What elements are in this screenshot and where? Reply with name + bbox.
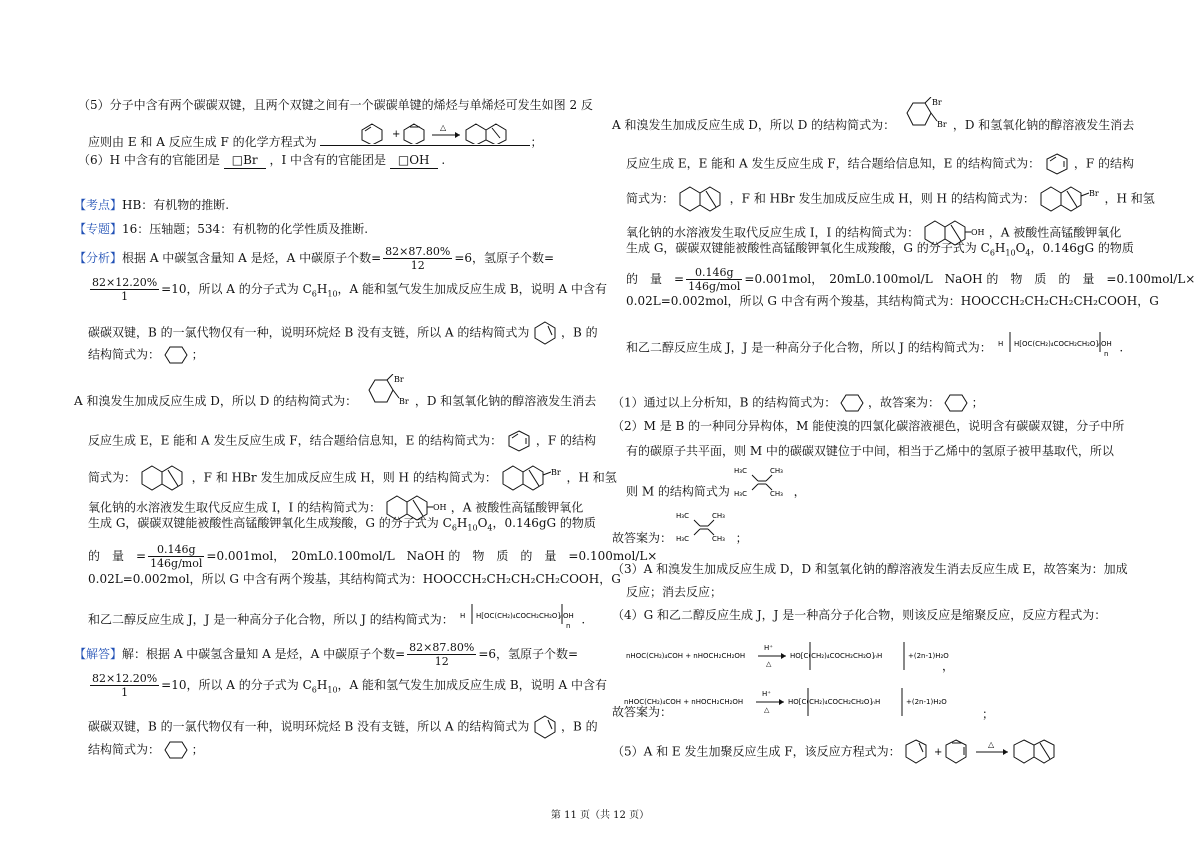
- diels-alder-equation: [904, 737, 1074, 767]
- svg-text:Br: Br: [937, 119, 947, 129]
- r-line-7: 0.02L=0.002mol，所以 G 中含有两个羧基，其结构简式为：HOOCCH₂CH₂CH₂CH₂COOH，G: [626, 294, 1159, 308]
- svg-text:H⁺: H⁺: [762, 690, 771, 698]
- answer-4-semicolon: ；: [982, 707, 995, 721]
- polycondensation-equation: [626, 636, 956, 676]
- svg-text:△: △: [440, 123, 447, 132]
- svg-text:OH: OH: [970, 228, 985, 237]
- answer-3-line-1: （3）A 和溴发生加成反应生成 D，D 和氢氧化钠的醇溶液发生消去反应生成 E，故答案为：加成: [612, 562, 1128, 576]
- svg-text:n: n: [1103, 350, 1108, 358]
- r-line-1: A 和溴发生加成反应生成 D，所以 D 的结构简式为： Br Br ，D 和氢氧化钠的醇溶液发生消去: [612, 97, 1135, 132]
- fenxi-line-3: 碳碳双键，B 的一氯代物仅有一种，说明环烷烃 B 没有支链，所以 A 的结构简式为 ，B 的: [88, 320, 598, 346]
- answer-4-line-1: （4）G 和乙二醇反应生成 J，J 是一种高分子化合物，则该反应是缩聚反应，反应方程式为：: [612, 608, 1107, 622]
- cyclohexadiene-structure: [506, 430, 532, 452]
- svg-text:△: △: [764, 706, 770, 714]
- jieda-line-1: 【解答】解：根据 A 中碳氢含量知 A 是烃，A 中碳原子个数= $\frac{82\times 87.80\%}{12}$ =6，氢原子个数=: [74, 641, 579, 668]
- svg-text:H⁺: H⁺: [764, 644, 773, 652]
- svg-text:+: +: [392, 129, 401, 140]
- svg-text:Br: Br: [932, 97, 942, 107]
- fenxi-line-6: 反应生成 E，E 能和 A 发生反应生成 F，结合题给信息知，E 的结构简式为： ，F 的结构: [88, 430, 596, 452]
- fenxi-line-11: 0.02L=0.002mol，所以 G 中含有两个羧基，其结构简式为：HOOCCH₂CH₂CH₂CH₂COOH，G: [88, 572, 621, 586]
- svg-text:CH₃: CH₃: [769, 467, 783, 475]
- jieda-tag: 【解答】: [74, 647, 123, 661]
- svg-text:+(2n-1)H₂O: +(2n-1)H₂O: [906, 698, 947, 706]
- cyclohexane-structure: [164, 345, 188, 365]
- fenxi-line-9: 生成 G，碳碳双键能被酸性高锰酸钾氧化生成羧酸，G 的分子式为 $C_6H_{10}O_4$，0.146gG 的物质: [88, 516, 596, 533]
- cyclohexene-structure-2: [533, 714, 557, 740]
- fenxi-line-8: 氧化钠的水溶液发生取代反应生成 I，I 的结构简式为： OH ，A 被酸性高锰酸钾氧化: [88, 493, 583, 523]
- bromo-bicyclic-h-structure-r: [1039, 184, 1101, 214]
- fenxi-line-5: A 和溴发生加成反应生成 D，所以 D 的结构简式为： Br Br ，D 和氢氧化钠的醇溶液发生消去: [74, 374, 597, 408]
- svg-text:H: H: [459, 612, 465, 620]
- q6-answer-1: □Br: [224, 152, 266, 169]
- r-line-4: 氧化钠的水溶液发生取代反应生成 I，I 的结构简式为： OH ，A 被酸性高锰酸钾氧化: [626, 218, 1121, 248]
- answer-4-comma: ，: [942, 659, 955, 673]
- r-line-6: 的 量 = $\frac{0.146g}{\text{146g/mol}}$ =0.001mol， 20mL0.100mol/L NaOH 的 物 质 的 量 =0.100mol/L×: [626, 266, 1196, 293]
- fenxi-line-10: 的 量 = $\frac{0.146g}{\text{146g/mol}}$ =0.001mol， 20mL0.100mol/L NaOH 的 物 质 的 量 =0.100mol/L×: [88, 543, 658, 570]
- cyclohexane-answer-a: [840, 393, 864, 413]
- svg-text:H₃C: H₃C: [675, 534, 689, 543]
- fenxi-line-7: 简式为： ，F 和 HBr 发生加成反应生成 H，则 H 的结构简式为： Br ，H 和氢: [88, 463, 617, 493]
- fraction-hydrogen-2: $\frac{82\times 12.20\%}{1}$: [92, 672, 158, 699]
- kaodian-tag: 【考点】: [74, 198, 123, 212]
- svg-text:n: n: [565, 622, 570, 630]
- dibromocyclohexane-structure-r: [899, 97, 949, 133]
- svg-text:HO[C(CH₂)₄COCH₂CH₂O]ₙH: HO[C(CH₂)₄COCH₂CH₂O]ₙH: [788, 698, 881, 706]
- fenxi-line-1: 【分析】根据 A 中碳氢含量知 A 是烃，A 中碳原子个数= $\frac{82\times 87.80\%}{12}$ =6，氢原子个数=: [74, 245, 555, 272]
- svg-text:Br: Br: [1088, 189, 1099, 198]
- r-line-2: 反应生成 E，E 能和 A 发生反应生成 F，结合题给信息知，E 的结构简式为： ，F 的结构: [626, 153, 1134, 175]
- svg-text:OH: OH: [432, 503, 447, 512]
- diene-reaction-diagram: [320, 118, 530, 144]
- svg-text:nHOC(CH₂)₄COH + nHOCH₂CH₂OH: nHOC(CH₂)₄COH + nHOCH₂CH₂OH: [624, 698, 744, 706]
- zhuanti-tag: 【专题】: [74, 222, 123, 236]
- svg-text:△: △: [988, 740, 995, 749]
- cyclohexane-structure-2: [164, 740, 188, 760]
- svg-text:H₃C: H₃C: [733, 467, 747, 475]
- polymer-j-structure-r: [996, 328, 1116, 358]
- answer-2-line-1: （2）M 是 B 的一种同分异构体，M 能使溴的四氯化碳溶液褪色，说明含有碳碳双键，分子中所: [612, 419, 1125, 433]
- polymer-j-structure: [458, 600, 578, 630]
- r-line-3: 简式为： ，F 和 HBr 发生加成反应生成 H，则 H 的结构简式为： Br ，H 和氢: [626, 184, 1155, 214]
- kaodian-line: 【考点】HB：有机物的推断.: [74, 198, 230, 212]
- svg-text:nHOC(CH₂)₄COH + nHOCH₂CH₂OH: nHOC(CH₂)₄COH + nHOCH₂CH₂OH: [626, 652, 746, 660]
- cyclohexane-answer-b: [944, 393, 968, 413]
- fenxi-line-12: 和乙二醇反应生成 J，J 是一种高分子化合物，所以 J 的结构简式为： H H[OC(CH₂)₄COCH₂CH₂O]ₙOH n .: [88, 610, 585, 630]
- answer-2-line-2: 有的碳原子共平面，则 M 中的碳碳双键位于中间，相当于乙烯中的氢原子被甲基取代，所以: [626, 444, 1114, 458]
- answer-4-line-3: 故答案为：: [612, 705, 673, 719]
- answer-4-equation-1: [626, 636, 956, 676]
- svg-text:Br: Br: [394, 374, 404, 384]
- bicyclic-f-structure-r: [678, 185, 726, 213]
- polycondensation-equation-2: [624, 682, 954, 722]
- answer-3-line-2: 反应；消去反应；: [626, 585, 723, 599]
- fraction-moles-r: $\frac{0.146g}{\text{146g/mol}}$: [688, 266, 741, 293]
- q5-answer-blank: [320, 123, 530, 146]
- fraction-hydrogen: $\frac{82\times 12.20\%}{1}$: [92, 276, 158, 303]
- svg-text:H[OC(CH₂)₄COCH₂CH₂O]ₙOH: H[OC(CH₂)₄COCH₂CH₂O]ₙOH: [475, 612, 574, 620]
- page-footer: 第 11 页（共 12 页）: [550, 810, 650, 821]
- svg-text:Br: Br: [550, 468, 561, 477]
- answer-1-line: （1）通过以上分析知，B 的结构简式为： ，故答案为： ；: [612, 393, 984, 413]
- cyclohexadiene-structure-r: [1044, 153, 1070, 175]
- answer-5-line: （5）A 和 E 发生加聚反应生成 F，该反应方程式为： + △: [612, 737, 1074, 767]
- tetramethylethylene-structure-2: [676, 510, 732, 546]
- svg-text:+(2n-1)H₂O: +(2n-1)H₂O: [908, 652, 949, 660]
- svg-text:CH₃: CH₃: [711, 511, 725, 520]
- zhuanti-line: 【专题】16：压轴题；534：有机物的化学性质及推断.: [74, 222, 369, 236]
- dibromocyclohexane-structure: [361, 374, 411, 410]
- svg-text:HO[C(CH₂)₄COCH₂CH₂O]ₙH: HO[C(CH₂)₄COCH₂CH₂O]ₙH: [790, 652, 883, 660]
- svg-text:CH₃: CH₃: [711, 534, 725, 543]
- r-line-8: 和乙二醇反应生成 J，J 是一种高分子化合物，所以 J 的结构简式为： H H[OC(CH₂)₄COCH₂CH₂O]ₙOH n .: [626, 338, 1123, 358]
- svg-text:H₃C: H₃C: [675, 511, 689, 520]
- q6-answer-2: □OH: [390, 152, 438, 169]
- jieda-line-4: 结构简式为： ；: [88, 740, 204, 760]
- fraction-moles: $\frac{0.146g}{\text{146g/mol}}$: [150, 543, 203, 570]
- fraction-carbon-2: $\frac{82\times 87.80\%}{12}$: [409, 641, 475, 668]
- q5-line-1: （5）分子中含有两个碳碳双键，且两个双键之间有一个碳碳单键的烯烃与单烯烃可发生如图 2 反: [78, 98, 593, 112]
- q5-line-2: 应则由 E 和 A 反应生成 F 的化学方程式为 + △ ；: [88, 131, 542, 150]
- cyclohexene-structure: [533, 320, 557, 346]
- answer-2-line-4: 故答案为： H₃C CH₃ H₃C CH₃ ；: [612, 511, 748, 545]
- svg-text:Br: Br: [399, 396, 409, 406]
- svg-text:H₃C: H₃C: [733, 490, 747, 498]
- jieda-line-2: $\frac{82\times 12.20\%}{1}$ =10，所以 A 的分子式为 $C_6H_{10}$，A 能和氢气发生加成反应生成 B，说明 A 中含有: [92, 672, 607, 699]
- svg-text:△: △: [766, 660, 772, 668]
- fenxi-line-2: $\frac{82\times 12.20\%}{1}$ =10，所以 A 的分子式为 $C_6H_{10}$，A 能和氢气发生加成反应生成 B，说明 A 中含有: [92, 276, 607, 303]
- right-column: [612, 0, 1196, 848]
- q6-line: （6）H 中含有的官能团是 □Br ，I 中含有的官能团是 □OH .: [78, 153, 446, 167]
- answer-2-line-3: 则 M 的结构简式为 H₃C CH₃ H₃C CH₃ ，: [626, 483, 806, 501]
- tetramethylethylene-structure: [734, 465, 790, 501]
- fraction-carbon: $\frac{82\times 87.80\%}{12}$: [385, 245, 451, 272]
- jieda-line-3: 碳碳双键，B 的一氯代物仅有一种，说明环烷烃 B 没有支链，所以 A 的结构简式为 ，B 的: [88, 714, 598, 740]
- answer-4-equation-2: [624, 682, 954, 722]
- svg-text:H: H: [997, 340, 1003, 348]
- svg-text:CH₃: CH₃: [769, 490, 783, 498]
- r-line-5: 生成 G，碳碳双键能被酸性高锰酸钾氧化生成羧酸，G 的分子式为 $C_6H_{10}O_4$，0.146gG 的物质: [626, 241, 1134, 258]
- fenxi-line-4: 结构简式为： ；: [88, 345, 204, 365]
- bromo-bicyclic-h-structure: [501, 463, 563, 493]
- svg-text:H[OC(CH₂)₄COCH₂CH₂O]ₙOH: H[OC(CH₂)₄COCH₂CH₂O]ₙOH: [1013, 340, 1112, 348]
- bicyclic-f-structure: [140, 464, 188, 492]
- svg-text:+: +: [934, 747, 943, 758]
- fenxi-tag: 【分析】: [74, 251, 123, 265]
